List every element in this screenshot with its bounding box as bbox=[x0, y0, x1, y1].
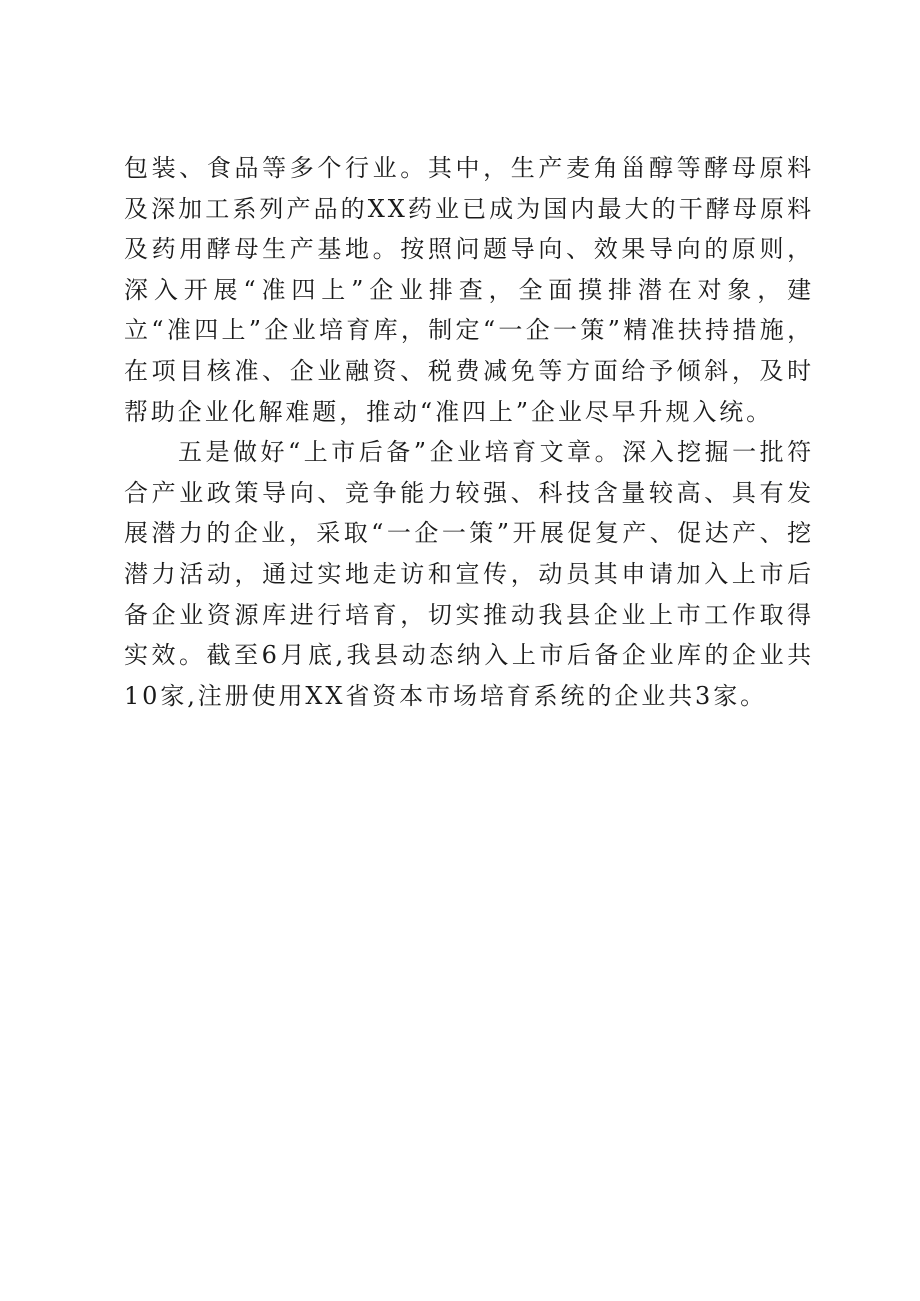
document-body bbox=[124, 148, 814, 716]
paragraph-continued: 包装、食品等多个行业。其中，生产麦角甾醇等酵母原料及深加工系列产品的XX药业已成为国内最大的干酵母原料及药用酵母生产基地。按照问题导向、效果导向的原则，深入开展“准四上”企业排查，全面摸排潜在对象，建立“准四上”企业培育库，制定“一企一策”精准扶持措施，在项目核准、企业融资、税费减免等方面给予倾斜，及时帮助企业化解难题，推动“准四上”企业尽早升规入统。 bbox=[124, 154, 814, 426]
paragraph-point-five: 五是做好“上市后备”企业培育文章。深入挖掘一批符合产业政策导向、竞争能力较强、科技含量较高、具有发展潜力的企业，采取“一企一策”开展促复产、促达产、挖潜力活动，通过实地走访和宣传，动员其申请加入上市后备企业资源库进行培育，切实推动我县企业上市工作取得实效。截至6月底,我县动态纳入上市后备企业库的企业共10家,注册使用XX省资本市场培育系统的企业共3家。 bbox=[124, 438, 814, 710]
